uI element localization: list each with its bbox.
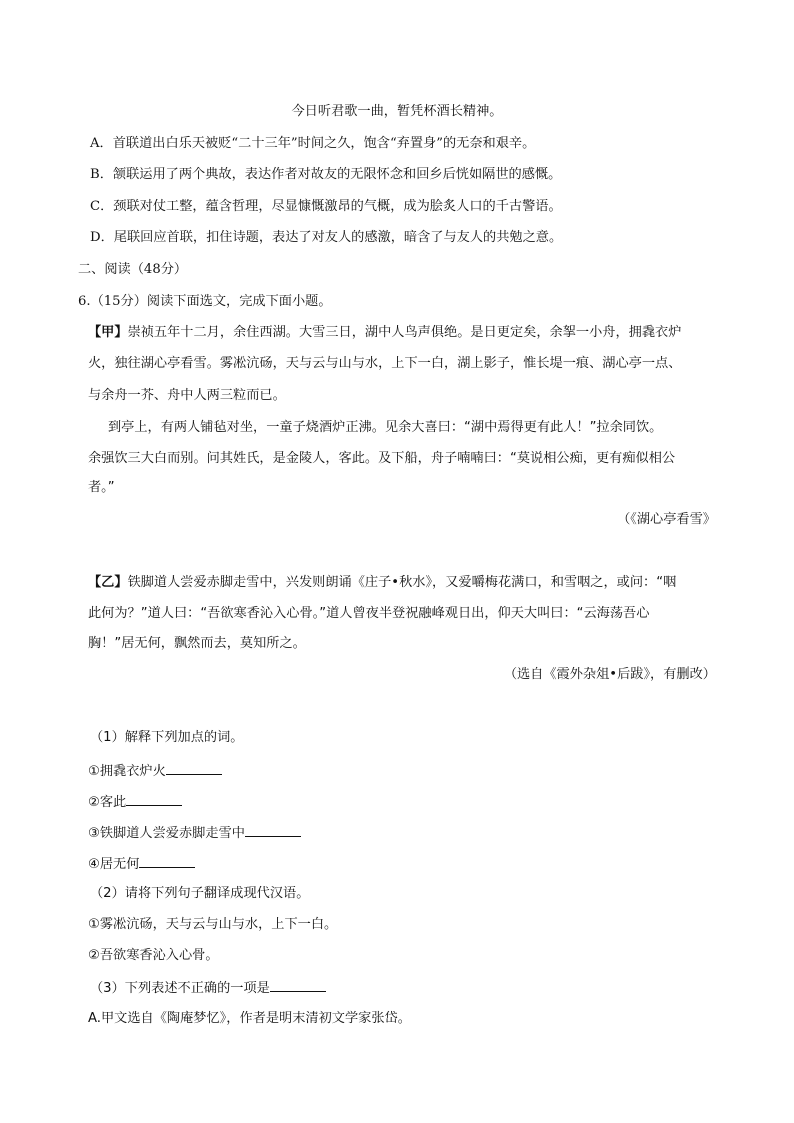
passage-a-line-4: 到亭上，有两人铺毡对坐，一童子烧酒炉正沸。见余大喜曰：“湖中焉得更有此人！”拉余同饮。	[108, 420, 663, 435]
answer-blank[interactable]	[126, 791, 182, 806]
answer-blank[interactable]	[270, 977, 326, 992]
passage-a-line-6: 者。”	[88, 480, 115, 495]
sub-question-3-option-a: A.甲文选自《陶庵梦忆》，作者是明末清初文学家张岱。	[88, 1011, 411, 1026]
q5-option-b: B．颔联运用了两个典故，表达作者对故友的无限怀念和回乡后恍如隔世的感慨。	[90, 167, 562, 182]
poem-last-line: 今日听君歌一曲，暂凭杯酒长精神。	[291, 104, 503, 119]
answer-blank[interactable]	[139, 853, 195, 868]
passage-a-line-3: 与余舟一芥、舟中人两三粒而已。	[88, 388, 286, 403]
q5-option-a: A．首联道出白乐天被贬“二十三年”时间之久，饱含“弃置身”的无奈和艰辛。	[90, 136, 536, 151]
passage-b-label: 【乙】	[88, 575, 128, 590]
passage-b-line-3: 胸！”居无何，飘然而去，莫知所之。	[88, 636, 306, 651]
q5-option-c: C．颈联对仗工整，蕴含哲理，尽显慷慨激昂的气概，成为脍炙人口的千古警语。	[90, 199, 562, 214]
passage-b-line-1: 【乙】铁脚道人尝爱赤脚走雪中，兴发则朗诵《庄子•秋水》，又爱嚼梅花满口，和雪咽之，或问：“咽	[88, 575, 677, 590]
sub-question-3: （3）下列表述不正确的一项是	[90, 977, 326, 999]
passage-a-source: （《湖心亭看雪》	[617, 512, 716, 527]
passage-a-line-1: 【甲】崇祯五年十二月，余住西湖。大雪三日，湖中人鸟声俱绝。是日更定矣，余挐一小舟，拥毳衣炉	[88, 325, 682, 340]
passage-b-line-2: 此何为？”道人曰：“吾欲寒香沁入心骨。”道人曾夜半登祝融峰观日出，仰天大叫曰：“云海荡吾心	[88, 606, 650, 621]
sub-question-1-item-3: ③铁脚道人尝爱赤脚走雪中	[88, 822, 301, 844]
answer-blank[interactable]	[166, 760, 222, 775]
q5-option-d: D．尾联回应首联，扣住诗题，表达了对友人的感激，暗含了与友人的共勉之意。	[90, 230, 563, 245]
sub-question-2: （2）请将下列句子翻译成现代汉语。	[90, 886, 310, 901]
passage-a-label: 【甲】	[88, 325, 128, 340]
sub-question-1: （1）解释下列加点的词。	[90, 730, 244, 745]
sub-question-1-item-1: ①拥毳衣炉火	[88, 760, 222, 782]
q6-stem: 6.（15分）阅读下面选文，完成下面小题。	[78, 294, 332, 309]
section-title: 二、阅读（48分）	[78, 262, 188, 277]
answer-blank[interactable]	[245, 822, 301, 837]
sub-question-1-item-2: ②客此	[88, 791, 182, 813]
sub-question-2-item-1: ①雾凇沆砀，天与云与山与水，上下一白。	[88, 917, 338, 932]
sub-question-1-item-4: ④居无何	[88, 853, 195, 875]
passage-a-line-5: 余强饮三大白而别。问其姓氏，是金陵人，客此。及下船，舟子喃喃曰：“莫说相公痴，更有痴似相公	[88, 451, 676, 466]
sub-question-2-item-2: ②吾欲寒香沁入心骨。	[88, 948, 219, 963]
passage-a-line-2: 火，独往湖心亭看雪。雾凇沆砀，天与云与山与水，上下一白，湖上影子，惟长堤一痕、湖心亭一点、	[88, 356, 682, 371]
passage-b-source: （选自《霞外杂俎•后跋》，有删改）	[503, 667, 716, 682]
